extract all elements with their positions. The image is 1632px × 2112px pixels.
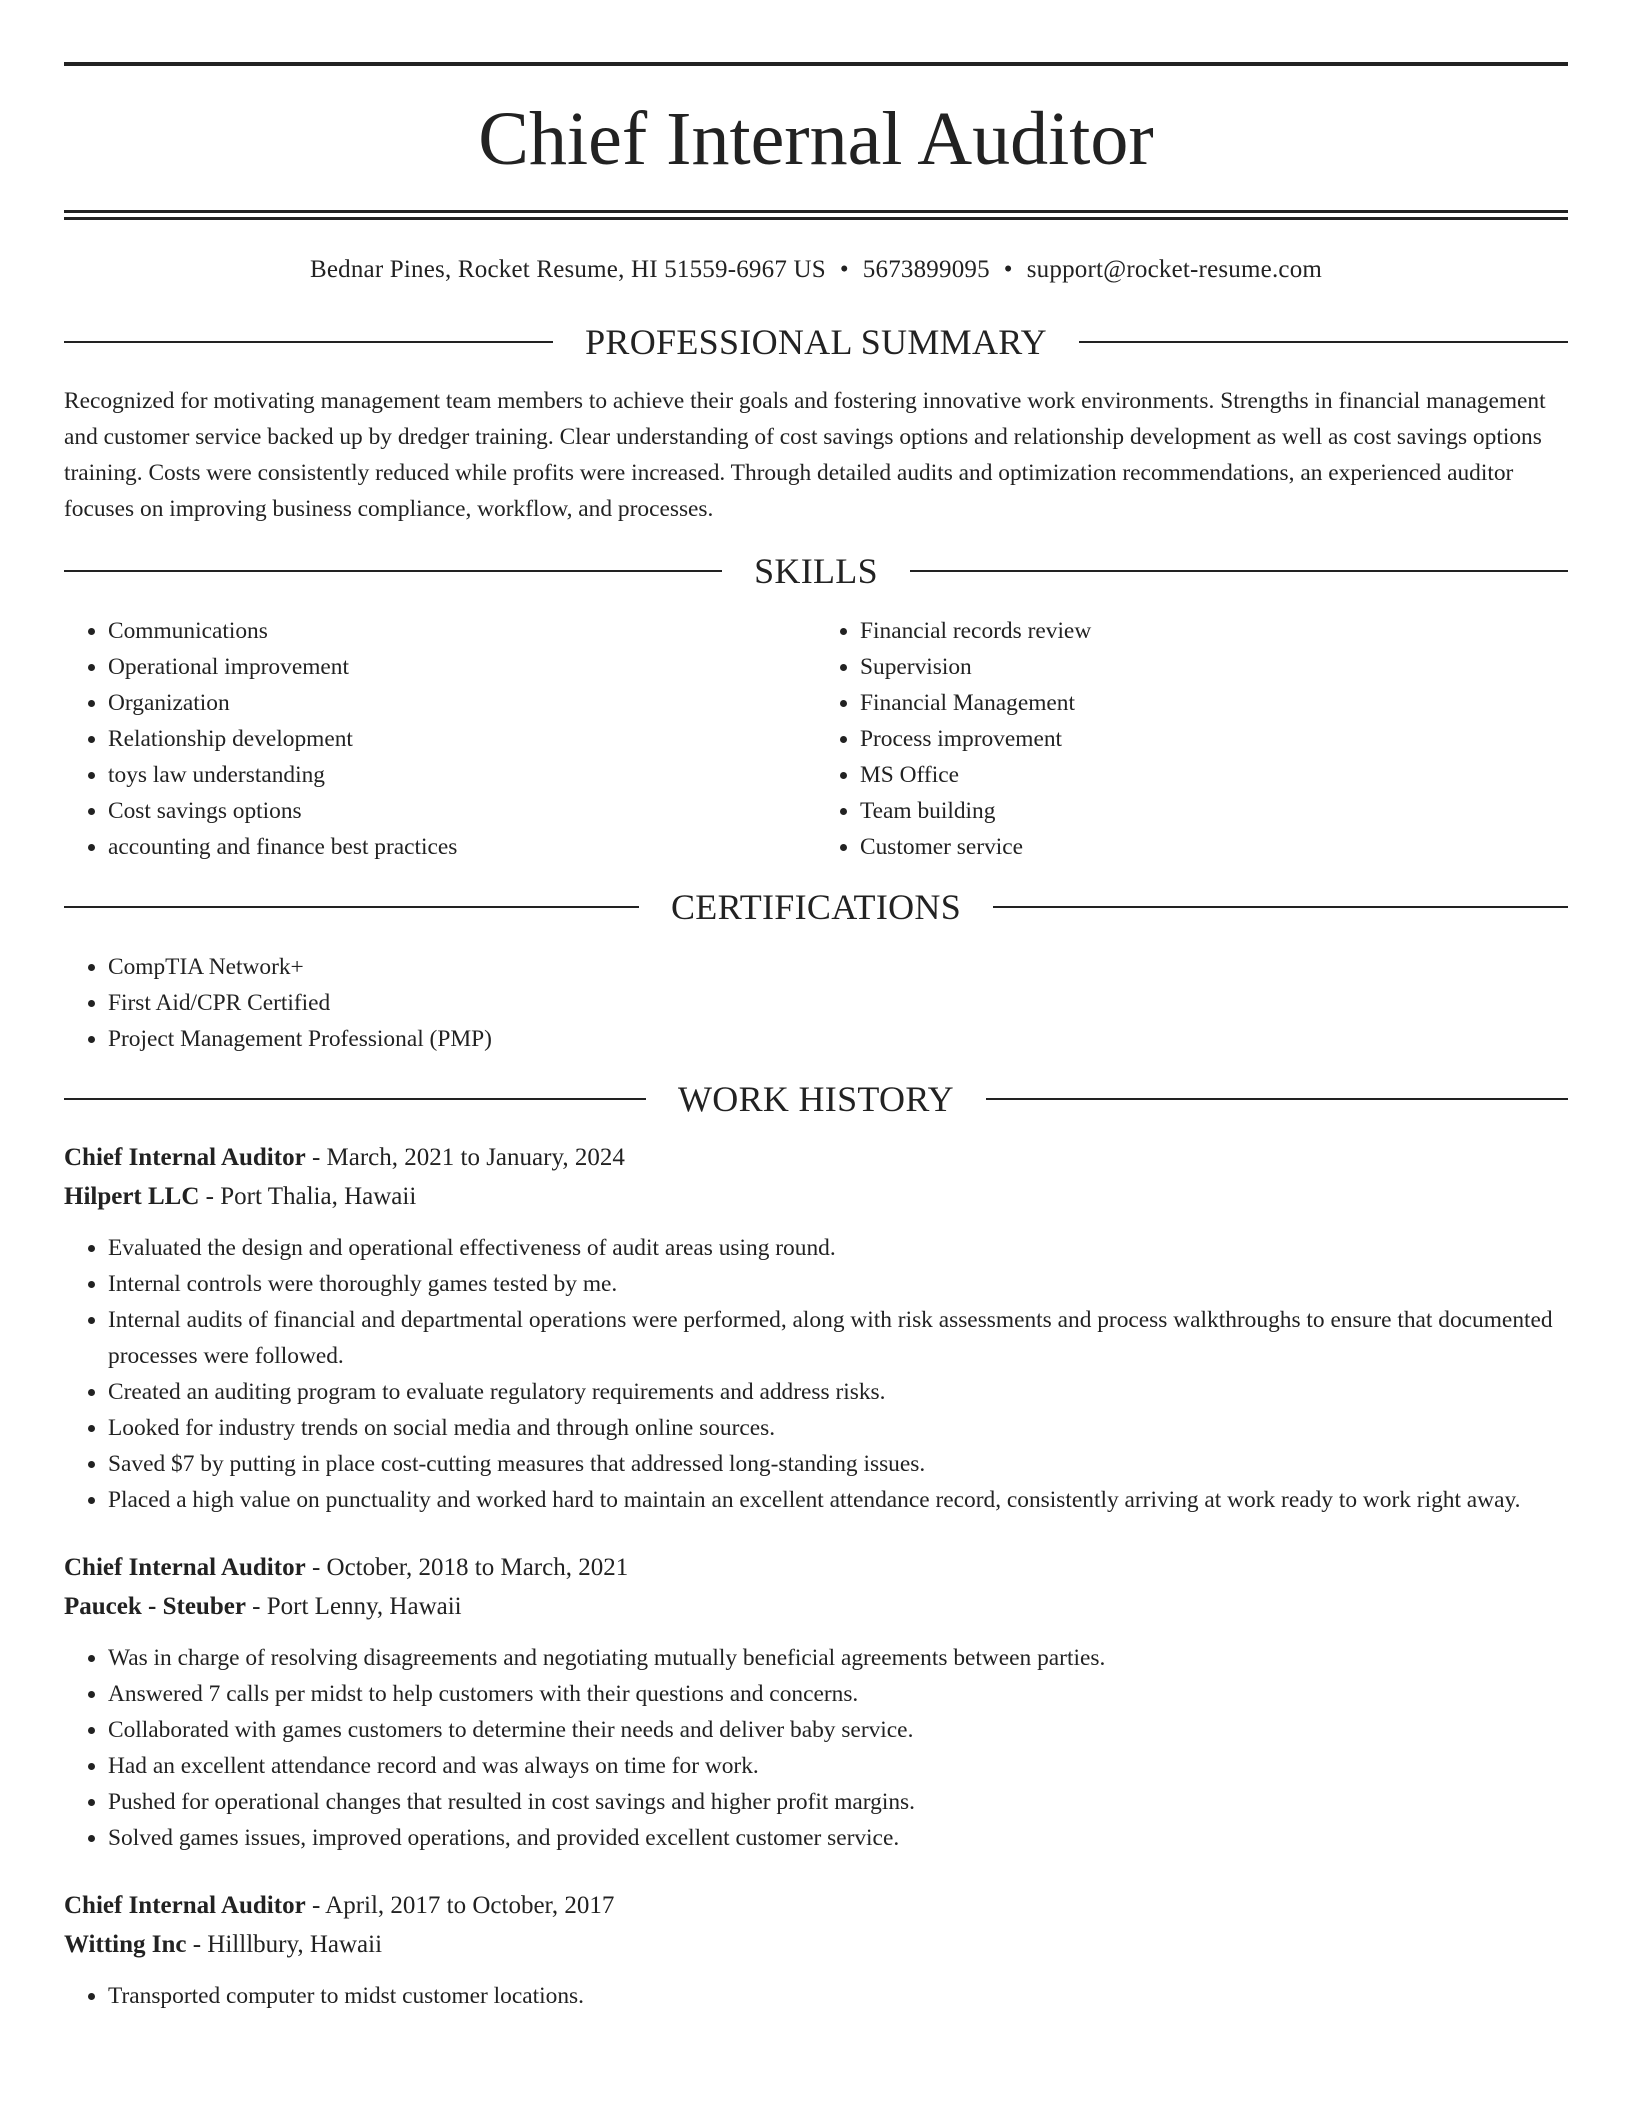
- heading-rule-right: [986, 1098, 1568, 1100]
- job-dates: - April, 2017 to October, 2017: [305, 1892, 615, 1919]
- list-item: • Answered 7 calls per midst to help customers with their questions and concerns.: [108, 1676, 1568, 1712]
- list-item: • Process improvement: [860, 721, 1568, 757]
- skills-column-left: [64, 613, 816, 865]
- list-item: • Supervision: [860, 649, 1568, 685]
- list-item: • Financial records review: [860, 613, 1568, 649]
- contact-phone: 5673899095: [862, 256, 990, 283]
- list-item: • Operational improvement: [108, 649, 816, 685]
- heading-rule-right: [910, 570, 1568, 572]
- section-heading-certifications: [64, 887, 1568, 927]
- contact-address: Bednar Pines, Rocket Resume, HI 51559-6967 US: [309, 256, 826, 283]
- list-item: • Looked for industry trends on social media and through online sources.: [108, 1410, 1568, 1446]
- list-item: • Financial Management: [860, 685, 1568, 721]
- list-item: • Solved games issues, improved operations, and provided excellent customer service.: [108, 1820, 1568, 1856]
- job-company: Paucek - Steuber: [64, 1593, 246, 1620]
- list-item: • Customer service: [860, 829, 1568, 865]
- list-item: • MS Office: [860, 757, 1568, 793]
- job-bullets: [64, 1230, 1568, 1518]
- job-role-line: [64, 1138, 1568, 1177]
- section-heading-skills: [64, 551, 1568, 591]
- contact-separator: •: [839, 256, 849, 283]
- job-entry: [64, 1548, 1568, 1856]
- job-company: Hilpert LLC: [64, 1183, 200, 1210]
- skills-column-right: [816, 613, 1568, 865]
- list-item: • Project Management Professional (PMP): [108, 1021, 1568, 1057]
- job-company-line: [64, 1925, 1568, 1964]
- list-item: • Was in charge of resolving disagreements and negotiating mutually beneficial agreements between parties.: [108, 1640, 1568, 1676]
- job-entry: [64, 1138, 1568, 1518]
- job-company: Witting Inc: [64, 1931, 187, 1958]
- contact-separator: •: [1003, 256, 1013, 283]
- top-rule: [64, 62, 1568, 66]
- job-role: Chief Internal Auditor: [64, 1144, 306, 1171]
- list-item: • Relationship development: [108, 721, 816, 757]
- heading-rule-left: [64, 341, 553, 343]
- job-dates: - October, 2018 to March, 2021: [305, 1554, 629, 1581]
- section-heading-label: SKILLS: [754, 551, 878, 591]
- job-company-line: [64, 1587, 1568, 1626]
- contact-line: [64, 254, 1568, 286]
- list-item: • First Aid/CPR Certified: [108, 985, 1568, 1021]
- resume-title: Chief Internal Auditor: [478, 97, 1154, 181]
- contact-email: support@rocket-resume.com: [1026, 256, 1323, 283]
- section-heading-label: CERTIFICATIONS: [670, 887, 962, 927]
- job-entry: [64, 1886, 1568, 2014]
- job-dates: - March, 2021 to January, 2024: [305, 1144, 625, 1171]
- heading-rule-right: [993, 906, 1568, 908]
- job-role-line: [64, 1886, 1568, 1925]
- list-item: • Pushed for operational changes that resulted in cost savings and higher profit margins.: [108, 1784, 1568, 1820]
- list-item: • Saved $7 by putting in place cost-cutting measures that addressed long-standing issues.: [108, 1446, 1568, 1482]
- section-heading-summary: [64, 322, 1568, 362]
- list-item: • Cost savings options: [108, 793, 816, 829]
- job-bullets: [64, 1978, 1568, 2014]
- job-bullets: [64, 1640, 1568, 1856]
- list-item: • Internal audits of financial and departmental operations were performed, along with risk assessments and process walkthroughs to ensure that documented processes were followed.: [108, 1302, 1568, 1374]
- list-item: • Communications: [108, 613, 816, 649]
- skills-list: [64, 613, 1568, 865]
- list-item: • Created an auditing program to evaluate regulatory requirements and address risks.: [108, 1374, 1568, 1410]
- job-role-line: [64, 1548, 1568, 1587]
- list-item: • Transported computer to midst customer locations.: [108, 1978, 1568, 2014]
- job-location: - Port Thalia, Hawaii: [199, 1183, 417, 1210]
- list-item: • Had an excellent attendance record and was always on time for work.: [108, 1748, 1568, 1784]
- work-history-list: [64, 1138, 1568, 2014]
- list-item: • Team building: [860, 793, 1568, 829]
- list-item: • accounting and finance best practices: [108, 829, 816, 865]
- heading-rule-left: [64, 570, 722, 572]
- section-heading-work-history: [64, 1079, 1568, 1119]
- certifications-list: [64, 949, 1568, 1057]
- heading-rule-left: [64, 906, 639, 908]
- job-role: Chief Internal Auditor: [64, 1554, 306, 1581]
- job-location: - Hilllbury, Hawaii: [186, 1931, 383, 1958]
- section-heading-label: WORK HISTORY: [678, 1079, 954, 1119]
- list-item: • Placed a high value on punctuality and worked hard to maintain an excellent attendance record, consistently arriving at work ready to work right away.: [108, 1482, 1568, 1518]
- heading-rule-left: [64, 1098, 646, 1100]
- list-item: • Collaborated with games customers to determine their needs and deliver baby service.: [108, 1712, 1568, 1748]
- summary-paragraph: Recognized for motivating management team members to achieve their goals and fostering innovative work environments. Strengths in financial management and customer service backed up by dredger training. Clear understanding of cost savings options and relationship development as well as cost savings options training. Costs were consistently reduced while profits were increased. Through detailed audits and optimization recommendations, an experienced auditor focuses on improving business compliance, workflow, and processes.: [64, 388, 1546, 522]
- list-item: • Evaluated the design and operational effectiveness of audit areas using round.: [108, 1230, 1568, 1266]
- title-double-rule: [64, 210, 1568, 220]
- job-company-line: [64, 1177, 1568, 1216]
- list-item: • Organization: [108, 685, 816, 721]
- job-role: Chief Internal Auditor: [64, 1892, 306, 1919]
- heading-rule-right: [1079, 341, 1568, 343]
- list-item: • CompTIA Network+: [108, 949, 1568, 985]
- list-item: • toys law understanding: [108, 757, 816, 793]
- certifications-block: [64, 949, 1568, 1057]
- section-heading-label: PROFESSIONAL SUMMARY: [585, 322, 1047, 362]
- list-item: • Internal controls were thoroughly games tested by me.: [108, 1266, 1568, 1302]
- job-location: - Port Lenny, Hawaii: [245, 1593, 462, 1620]
